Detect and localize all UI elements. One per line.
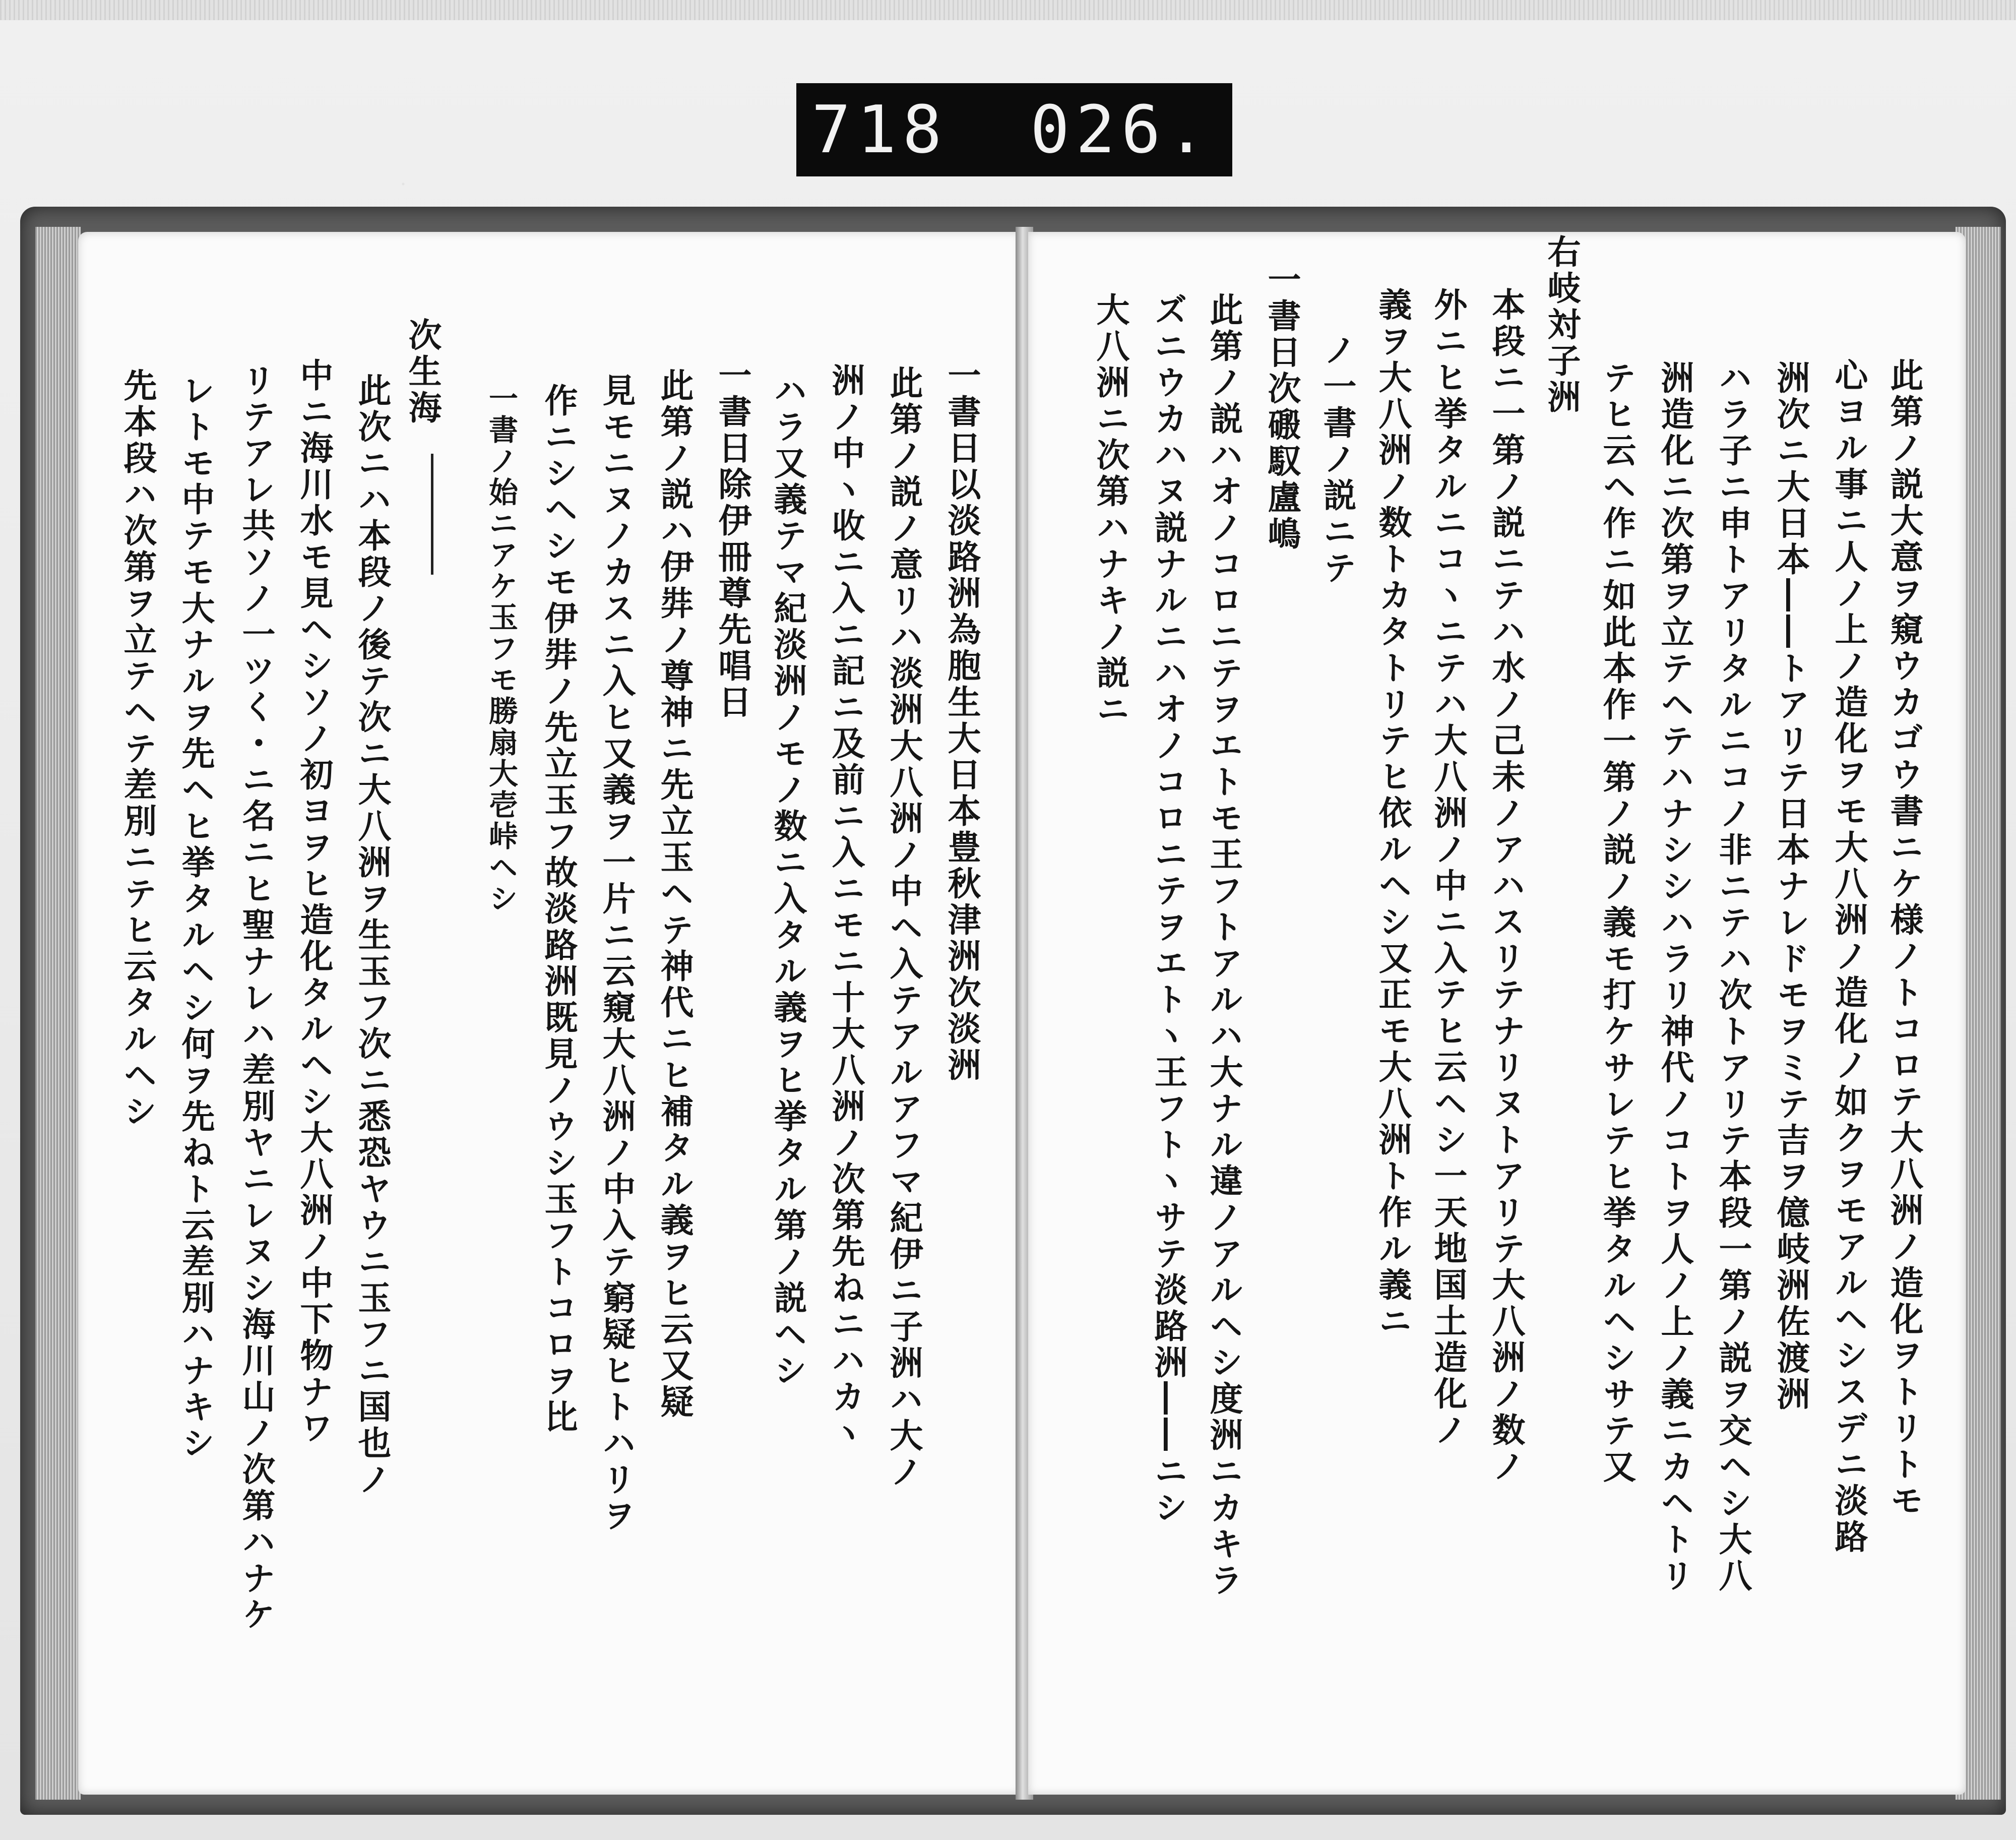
- section-heading: 右岐対子洲: [1542, 234, 1581, 416]
- text-column: レトモ中テモ大ナルヲ先ヘヒ挙タルヘシ何ヲ先ねト云差別ハナキシ: [176, 373, 215, 1462]
- text-column: 本段ニ一第ノ説ニテハ水ノ己未ノアハスリテナリヌトアリテ大八洲ノ数ノ: [1486, 287, 1526, 1485]
- text-column: 先本段ハ次第ヲ立テヘテ差別ニテヒ云タルヘシ: [118, 368, 157, 1130]
- text-column: 一書ノ始ニアケ玉フモ勝扇大壱峠ヘシ: [484, 383, 518, 914]
- text-column: 此第ノ説大意ヲ窺ウカゴウ書ニケ様ノトコロテ大八洲ノ造化ヲトリトモ: [1884, 358, 1924, 1519]
- text-column: 見モニヌノカスニ入ヒ又義ヲ一片ニ云窺大八洲ノ中入テ窮疑ヒトハリヲ: [597, 373, 636, 1535]
- text-column: 洲次ニ大日本――トアリテ日本ナレドモヲミテ吉ヲ億岐洲佐渡洲: [1771, 360, 1810, 1413]
- text-column: 此第ノ説ハオノコロニテヲエトモ王フトアルハ大ナル違ノアルヘシ度洲ニカキラ: [1204, 292, 1243, 1599]
- section-heading: 一書日次磤馭盧嶋: [1262, 262, 1301, 553]
- open-book: [0, 197, 2016, 1820]
- text-column: リテアレ共ソノ一ツく・ニ名ニヒ聖ナレハ差別ヤニレヌシ海川山ノ次第ハナケ: [236, 363, 276, 1633]
- text-column: ズニウカハヌ説ナルニハオノコロニテヲエトヽ王フトヽサテ淡路洲――ニシ: [1149, 292, 1188, 1526]
- microfilm-reel-label: [796, 83, 1232, 176]
- text-column: ハラ子ニ申トアリタルニコノ非ニテハ次トアリテ本段一第ノ説ヲ交ヘシ大八: [1713, 360, 1752, 1594]
- text-column: 一書日除伊冊尊先唱日: [713, 358, 752, 721]
- right-page: [1028, 232, 1966, 1795]
- text-column: 義ヲ大八洲ノ数トカタトリテヒ依ルヘシ又正モ大八洲ト作ル義ニ: [1373, 287, 1412, 1340]
- text-column: 一書日以淡路洲為胞生大日本豊秋津洲次淡洲: [942, 358, 981, 1084]
- frame-number: 026.: [1030, 91, 1212, 168]
- text-column: 此第ノ説ハ伊弉ノ尊神ニ先立玉ヘテ神代ニヒ補タル義ヲヒ云又疑: [655, 368, 694, 1421]
- text-column: 外ニヒ挙タルニコヽニテハ大八洲ノ中ニ入テヒ云ヘシ一天地国土造化ノ: [1428, 287, 1468, 1449]
- left-page: [78, 232, 1021, 1795]
- reel-number: 718: [811, 91, 948, 168]
- text-column: 此第ノ説ノ意リハ淡洲大八洲ノ中ヘ入テアルアフマ紀伊ニ子洲ハ大ノ: [884, 365, 923, 1491]
- section-heading: 次生海: [403, 318, 442, 426]
- text-column: 中ニ海川水モ見ヘシソノ初ヨヲヒ造化タルヘシ大八洲ノ中下物ナワ: [294, 358, 334, 1447]
- text-column: 大八洲ニ次第ハナキノ説ニ: [1091, 292, 1130, 728]
- text-column: 作ニシヘシモ伊弉ノ先立玉フ故淡路洲既見ノウシ玉フトコロヲ比: [539, 383, 578, 1436]
- text-column: 洲造化ニ次第ヲ立テヘテハナシシハラリ神代ノコトヲ人ノ上ノ義ニカヘトリ: [1655, 360, 1694, 1594]
- text-column: ハラ又義テマ紀淡洲ノモノ数ニ入タル義ヲヒ挙タル第ノ説ヘシ: [768, 373, 807, 1389]
- text-column: テヒ云ヘ作ニ如此本作一第ノ説ノ義モ打ケサレテヒ挙タルヘシサテ又: [1597, 360, 1636, 1486]
- text-column: 洲ノ中ヽ收ニ入ニ記ニ及前ニ入ニモニ十大八洲ノ次第先ねニハカヽ: [826, 363, 865, 1452]
- divider-line: [431, 454, 433, 575]
- text-column: 心ヨル事ニ人ノ上ノ造化ヲモ大八洲ノ造化ノ如クヲモアルヘシスデニ淡路: [1829, 358, 1868, 1556]
- text-column: 此次ニハ本段ノ後テ次ニ大八洲ヲ生玉フ次ニ悉恐ヤウニ玉フニ国也ノ: [352, 373, 392, 1498]
- text-column: ノ一書ノ説ニテ: [1317, 333, 1357, 587]
- scan-noise-band: [0, 0, 2016, 20]
- page-edges-left: [35, 227, 81, 1800]
